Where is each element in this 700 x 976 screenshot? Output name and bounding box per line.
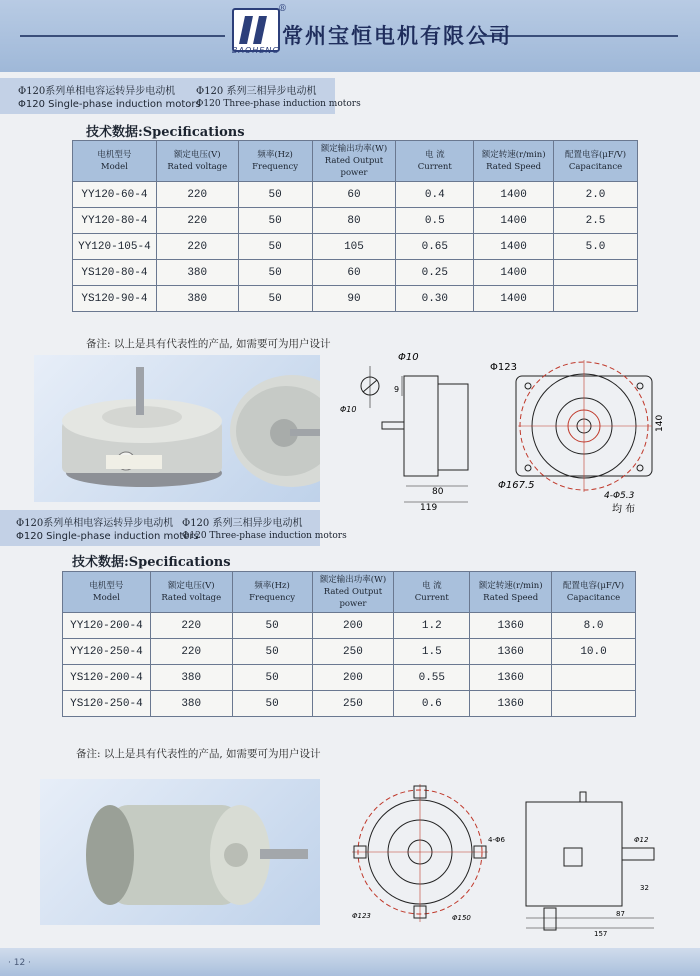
spec-table-1 [72,140,638,312]
table-cell: 200 [312,613,394,639]
dim-119: 119 [420,503,438,513]
series-title-single-cn: Φ120系列单相电容运转异步电动机 [18,86,176,97]
table-cell: 50 [232,639,312,665]
column-header-en: Rated Speed [486,162,542,172]
table-cell: 0.5 [396,208,474,234]
column-header-en: Current [414,593,449,603]
holes-note: 均 布 [612,504,636,515]
column-header-cn: 额定电压(V) [173,150,221,160]
column-header-cn: 额定输出功率(W) [320,144,388,154]
series-title-single-cn: Φ120系列单相电容运转异步电动机 [16,518,174,529]
section1-title-band [0,78,361,114]
column-header [474,141,554,182]
spec-table-2 [62,571,636,717]
company-name: 常州宝恒电机有限公司 [282,24,512,48]
section2-title-band [0,510,347,546]
dim-32: 32 [640,884,649,892]
table-cell: YY120-200-4 [63,613,151,639]
table-cell: 60 [312,182,396,208]
table-cell: 220 [150,639,232,665]
column-header [396,141,474,182]
table-cell: 1360 [470,665,552,691]
table-cell: 220 [150,613,232,639]
dim-80: 80 [432,487,444,497]
note-text: 备注: 以上是具有代表性的产品, 如需要可为用户设计 [86,338,331,350]
table-cell: YS120-80-4 [73,260,157,286]
column-header [150,572,232,613]
column-header-en: Current [417,162,452,172]
table-cell: 50 [232,613,312,639]
table-cell: 200 [312,665,394,691]
column-header-en: Frequency [249,593,296,603]
column-header [394,572,470,613]
table-cell: 50 [232,691,312,717]
table-row [73,286,638,312]
column-header-en: Capacitance [568,162,623,172]
table-cell: 0.6 [394,691,470,717]
table-cell: 2.5 [554,208,638,234]
column-header-cn: 频率(Hz) [254,581,290,591]
series-title-single-en: Φ120 Single-phase induction motors [16,531,199,542]
table-header-row [63,572,636,613]
table-cell: YY120-105-4 [73,234,157,260]
table-cell: 0.30 [396,286,474,312]
dim-holes: 4-Φ5.3 [604,491,635,501]
table-cell: 0.65 [396,234,474,260]
table-cell: YY120-60-4 [73,182,157,208]
dim-157: 157 [594,930,608,938]
page-footer [0,948,700,976]
column-header-en: Rated voltage [167,162,228,172]
column-header [312,141,396,182]
table-row [63,691,636,717]
table-cell: 50 [238,260,312,286]
table-cell: 50 [232,665,312,691]
table-cell: 1360 [470,639,552,665]
spec-title: 技术数据:Specifications [86,125,245,140]
column-header-cn: 额定转速(r/min) [481,150,546,160]
series-title-single-en: Φ120 Single-phase induction motors [18,99,201,110]
motor-photo-illustration [40,779,320,925]
dim-d123: Φ123 [490,362,517,373]
table-cell: 220 [156,208,238,234]
column-header [232,572,312,613]
table-cell: 380 [156,286,238,312]
dim-d1675: Φ167.5 [498,480,535,491]
table-cell [554,260,638,286]
column-header-cn: 电机型号 [89,581,124,591]
table-row [73,260,638,286]
table-cell: YY120-80-4 [73,208,157,234]
table-cell: 1360 [470,613,552,639]
column-header-en: Model [100,162,128,172]
table-cell: 5.0 [554,234,638,260]
table-cell: 220 [156,234,238,260]
table-cell: 1.5 [394,639,470,665]
table-cell: 1400 [474,286,554,312]
column-header [238,141,312,182]
column-header-cn: 额定输出功率(W) [319,575,387,585]
table-cell: 250 [312,691,394,717]
column-header-en: Model [92,593,120,603]
series-title-three-cn: Φ120 系列三相异步电动机 [182,518,303,529]
table-cell: 50 [238,286,312,312]
table-cell: 0.25 [396,260,474,286]
column-header [312,572,394,613]
table-row [73,208,638,234]
logo-mark [239,16,253,44]
dim-d150: Φ150 [452,914,471,922]
column-header [470,572,552,613]
column-header-en: Frequency [252,162,299,172]
column-header [73,141,157,182]
header-rule-left [20,35,225,37]
table-header-row [73,141,638,182]
dim-d123: Φ123 [352,912,371,920]
series-title-three-en: Φ120 Three-phase induction motors [182,531,347,541]
table-cell: YY120-250-4 [63,639,151,665]
table-cell: 50 [238,234,312,260]
column-header-cn: 频率(Hz) [257,150,293,160]
dim-9: 9 [394,385,400,394]
logo-mark [253,16,267,44]
column-header-cn: 电 流 [424,150,445,160]
table-cell: 50 [238,182,312,208]
table-cell: 1400 [474,234,554,260]
table-row [73,234,638,260]
column-header-cn: 额定转速(r/min) [478,581,543,591]
column-header-cn: 电机型号 [97,150,132,160]
column-header-cn: 额定电压(V) [167,581,215,591]
table-cell: 90 [312,286,396,312]
table-cell: YS120-90-4 [73,286,157,312]
dim-140: 140 [655,414,665,432]
table-cell: 2.0 [554,182,638,208]
table-cell: 105 [312,234,396,260]
motor-photo-2 [40,779,320,925]
dim-87: 87 [616,910,625,918]
column-header-en: Rated Speed [483,593,539,603]
table-row [73,182,638,208]
table-row [63,639,636,665]
table-cell: 10.0 [552,639,636,665]
column-header [552,572,636,613]
motor-photo-1 [34,355,320,502]
note-text: 备注: 以上是具有代表性的产品, 如需要可为用户设计 [76,748,321,760]
table-cell: 220 [156,182,238,208]
dim-d10-side: Φ10 [340,405,357,414]
table-cell: 80 [312,208,396,234]
table-cell: 0.4 [396,182,474,208]
dimension-drawing-2 [348,778,668,938]
series-title-three-cn: Φ120 系列三相异步电动机 [196,86,317,97]
logo-text: BAOHENG [232,46,280,55]
column-header-en: Rated voltage [161,593,222,603]
dimension-drawing-1 [334,352,670,518]
table-cell [552,665,636,691]
page-header [0,0,700,72]
dim-holes: 4-Φ6 [488,836,505,844]
table-cell: 380 [150,665,232,691]
table-cell: 380 [150,691,232,717]
series-title-three-en: Φ120 Three-phase induction motors [196,99,361,109]
table-row [63,613,636,639]
table-cell: 1360 [470,691,552,717]
table-cell: 250 [312,639,394,665]
table-cell: 380 [156,260,238,286]
table-cell [552,691,636,717]
table-cell: 1400 [474,182,554,208]
column-header-cn: 配置电容(μF/V) [564,150,627,160]
dim-d10-top: Φ10 [398,352,419,363]
table-cell [554,286,638,312]
table-cell: YS120-200-4 [63,665,151,691]
motor-photo-illustration [34,355,320,502]
page-number: · 12 · [8,958,31,968]
column-header-en: Rated Output power [324,156,384,178]
registered-mark: ® [278,4,287,14]
column-header-en: Capacitance [566,593,621,603]
table-cell: 1400 [474,208,554,234]
table-cell: 1400 [474,260,554,286]
table-cell: 50 [238,208,312,234]
dim-d12: Φ12 [634,836,649,844]
column-header [554,141,638,182]
table-cell: 1.2 [394,613,470,639]
column-header-cn: 电 流 [421,581,442,591]
column-header [63,572,151,613]
spec-title: 技术数据:Specifications [72,555,231,570]
column-header-cn: 配置电容(μF/V) [563,581,625,591]
table-cell: 0.55 [394,665,470,691]
table-cell: 60 [312,260,396,286]
table-cell: 8.0 [552,613,636,639]
table-cell: YS120-250-4 [63,691,151,717]
column-header [156,141,238,182]
table-row [63,665,636,691]
column-header-en: Rated Output power [323,587,383,609]
